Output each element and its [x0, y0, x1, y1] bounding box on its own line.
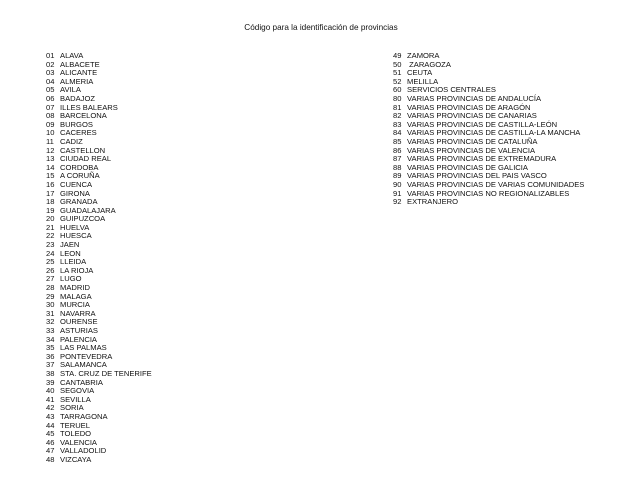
province-code: 07	[46, 102, 55, 112]
province-name: BARCELONA	[60, 111, 107, 121]
province-code: 60	[393, 85, 402, 95]
province-name: ALAVA	[60, 51, 84, 60]
province-name: STA. CRUZ DE TENERIFE	[60, 368, 152, 378]
province-name: VALENCIA	[60, 437, 97, 447]
province-name: SEGOVIA	[60, 386, 95, 396]
province-name: LAS PALMAS	[60, 343, 107, 353]
province-name: HUESCA	[60, 231, 92, 241]
province-row	[393, 198, 584, 207]
province-code: 87	[393, 154, 402, 164]
province-name: TERUEL	[60, 420, 90, 430]
province-name: OURENSE	[60, 317, 98, 327]
province-name: LUGO	[60, 274, 82, 284]
province-name: CEUTA	[407, 68, 433, 78]
province-code: 39	[46, 377, 55, 387]
province-name: ASTURIAS	[60, 326, 98, 335]
province-name: VARIAS PROVINCIAS DE GALICIA	[407, 162, 528, 172]
province-code: 45	[46, 429, 55, 439]
province-code: 35	[46, 343, 55, 353]
province-name: ZARAGOZA	[407, 59, 451, 69]
province-code: 12	[46, 145, 55, 155]
province-name: VARIAS PROVINCIAS DE ANDALUCÍA	[407, 93, 542, 103]
province-list-right	[393, 52, 584, 207]
province-code: 42	[46, 403, 55, 413]
province-name: GUADALAJARA	[60, 205, 116, 215]
province-code: 09	[46, 119, 55, 129]
province-name: HUELVA	[60, 222, 90, 232]
province-name: VARIAS PROVINCIAS DE CATALUÑA	[407, 136, 538, 146]
province-name: VALLADOLID	[60, 446, 107, 456]
province-code: 30	[46, 300, 55, 310]
province-code: 10	[46, 128, 55, 138]
province-name: SALAMANCA	[60, 360, 107, 370]
province-code: 08	[46, 111, 55, 121]
province-code: 40	[46, 386, 55, 396]
province-code: 41	[46, 394, 55, 404]
province-name: VIZCAYA	[60, 454, 92, 464]
province-name: GRANADA	[60, 197, 98, 207]
province-name: JAEN	[60, 240, 80, 250]
province-code: 15	[46, 171, 55, 181]
province-code: 20	[46, 214, 55, 224]
province-code: 27	[46, 274, 55, 284]
province-code: 21	[46, 222, 55, 232]
province-code: 81	[393, 102, 402, 112]
province-code: 89	[393, 171, 402, 181]
province-name: ILLES BALEARS	[60, 102, 118, 112]
province-name: ZAMORA	[407, 51, 440, 60]
province-code: 91	[393, 188, 402, 198]
province-name: VARIAS PROVINCIAS DE VARIAS COMUNIDADES	[407, 179, 585, 189]
province-name: SERVICIOS CENTRALES	[407, 85, 496, 95]
province-name: LEON	[60, 248, 81, 258]
province-code: 52	[393, 76, 402, 86]
province-code: 05	[46, 85, 55, 95]
province-name: VARIAS PROVINCIAS DE CASTILLA-LEÓN	[407, 119, 558, 129]
province-name: VARIAS PROVINCIAS DEL PAIS VASCO	[407, 171, 547, 181]
province-name: CANTABRIA	[60, 377, 103, 387]
province-code: 85	[393, 136, 402, 146]
province-name: CACERES	[60, 128, 97, 138]
province-code: 46	[46, 437, 55, 447]
province-name: CIUDAD REAL	[60, 154, 112, 164]
province-name: GUIPUZCOA	[60, 214, 106, 224]
province-code: 24	[46, 248, 55, 258]
province-code: 01	[46, 51, 55, 60]
province-code: 83	[393, 119, 402, 129]
province-code: 86	[393, 145, 402, 155]
province-name: BADAJOZ	[60, 93, 96, 103]
province-code: 29	[46, 291, 55, 301]
province-name: SORIA	[60, 403, 84, 413]
province-code: 28	[46, 283, 55, 293]
province-name: VARIAS PROVINCIAS DE EXTREMADURA	[407, 154, 557, 164]
province-code: 06	[46, 93, 55, 103]
province-code: 31	[46, 308, 55, 318]
province-name: CUENCA	[60, 179, 93, 189]
province-code: 02	[46, 59, 55, 69]
province-name: MELILLA	[407, 76, 439, 86]
province-name: A CORUÑA	[60, 171, 100, 181]
province-name: EXTRANJERO	[407, 197, 459, 207]
province-name: TARRAGONA	[60, 411, 108, 421]
province-code: 14	[46, 162, 55, 172]
province-code: 36	[46, 351, 55, 361]
province-code: 33	[46, 326, 55, 335]
province-name: VARIAS PROVINCIAS DE CANARIAS	[407, 111, 537, 121]
province-name: CORDOBA	[60, 162, 99, 172]
province-name: NAVARRA	[60, 308, 96, 318]
province-code: 49	[393, 51, 402, 60]
province-code: 50	[393, 59, 402, 69]
province-name: PONTEVEDRA	[60, 351, 113, 361]
province-name: CADIZ	[60, 136, 83, 146]
province-code: 18	[46, 197, 55, 207]
province-code: 37	[46, 360, 55, 370]
province-row	[46, 456, 152, 465]
province-code: 19	[46, 205, 55, 215]
page-title: Código para la identificación de provincias	[244, 23, 398, 32]
province-code: 84	[393, 128, 402, 138]
province-name: CASTELLON	[60, 145, 106, 155]
province-code: 80	[393, 93, 402, 103]
province-name: AVILA	[60, 85, 81, 95]
province-name: ALBACETE	[60, 59, 100, 69]
province-code: 48	[46, 454, 55, 464]
province-code: 90	[393, 179, 402, 189]
province-name: VARIAS PROVINCIAS NO REGIONALIZABLES	[407, 188, 570, 198]
province-name: TOLEDO	[60, 429, 92, 439]
province-name: ALICANTE	[60, 68, 98, 78]
province-name: MADRID	[60, 283, 90, 293]
province-code: 26	[46, 265, 55, 275]
province-code: 34	[46, 334, 55, 344]
province-code: 13	[46, 154, 55, 164]
province-code: 51	[393, 68, 402, 78]
province-code: 23	[46, 240, 55, 250]
province-code: 25	[46, 257, 55, 267]
province-name: ALMERIA	[60, 76, 94, 86]
province-code: 82	[393, 111, 402, 121]
province-code: 88	[393, 162, 402, 172]
province-code: 11	[46, 136, 54, 146]
province-name: SEVILLA	[60, 394, 91, 404]
province-name: VARIAS PROVINCIAS DE VALENCIA	[407, 145, 536, 155]
province-code: 17	[46, 188, 55, 198]
province-name: VARIAS PROVINCIAS DE ARAGÓN	[407, 102, 531, 112]
province-code: 38	[46, 368, 55, 378]
province-name: PALENCIA	[60, 334, 97, 344]
province-list-left	[46, 52, 152, 465]
province-code: 43	[46, 411, 55, 421]
province-code: 32	[46, 317, 55, 327]
province-code: 92	[393, 197, 402, 207]
province-name: MALAGA	[60, 291, 92, 301]
province-code: 04	[46, 76, 55, 86]
province-code: 44	[46, 420, 55, 430]
province-name: VARIAS PROVINCIAS DE CASTILLA-LA MANCHA	[407, 128, 581, 138]
province-code: 47	[46, 446, 55, 456]
province-name: BURGOS	[60, 119, 93, 129]
province-code: 03	[46, 68, 55, 78]
province-code: 16	[46, 179, 55, 189]
province-name: GIRONA	[60, 188, 90, 198]
province-name: LLEIDA	[60, 257, 87, 267]
province-name: MURCIA	[60, 300, 90, 310]
province-name: LA RIOJA	[60, 265, 94, 275]
province-code: 22	[46, 231, 55, 241]
